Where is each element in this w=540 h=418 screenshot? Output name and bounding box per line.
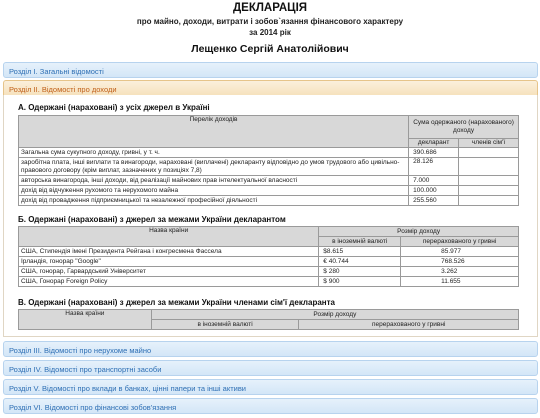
- table-b-header-foreign: в іноземній валюті: [319, 237, 401, 247]
- table-a: [18, 115, 519, 206]
- table-b-title: Б. Одержані (нараховані) з джерел за межами України декларантом: [18, 215, 286, 224]
- table-a-header-declarant: декларант: [409, 139, 459, 148]
- table-row: Ірландія, гонорар "Google" € 40.744 768.526: [19, 257, 519, 267]
- table-c-header-country: Назва країни: [19, 310, 152, 330]
- table-row: США, Стипендія імені Президента Рейгана і конгресмена Фассела $8.615 85.977: [19, 247, 519, 257]
- table-b-header-country: Назва країни: [19, 227, 319, 247]
- table-row: США, гонорар, Гарвардський Університет $ 280 3.262: [19, 267, 519, 277]
- section-6-header[interactable]: Розділ VI. Відомості про фінансові зобов'язання: [3, 398, 538, 414]
- document-title: ДЕКЛАРАЦІЯ: [232, 2, 308, 14]
- table-b: [18, 226, 519, 287]
- table-c-header-foreign: в іноземній валюті: [151, 320, 299, 330]
- table-c-title: В. Одержані (нараховані) з джерел за межами України членами сім'ї декларанта: [18, 298, 335, 307]
- table-b-header-size: Розмір доходу: [319, 227, 519, 237]
- section-1-header[interactable]: Розділ I. Загальні відомості: [3, 62, 538, 78]
- table-row: Загальна сума сукупного доходу, гривні, у т. ч. 390.686: [19, 148, 519, 158]
- table-row: дохід від провадження підприємницької та незалежної професійної діяльності 255.560: [19, 196, 519, 206]
- section-2-header[interactable]: Розділ II. Відомості про доходи: [3, 80, 538, 96]
- section-5-header[interactable]: Розділ V. Відомості про вклади в банках, цінні папери та інші активи: [3, 379, 538, 395]
- table-a-header-list: Перелік доходів: [19, 116, 409, 148]
- table-c: [18, 309, 519, 330]
- table-row: авторська винагорода, інші доходи, від реалізації майнових прав інтелектуальної власності 7.000: [19, 176, 519, 186]
- table-a-title: А. Одержані (нараховані) з усіх джерел в Україні: [18, 103, 210, 112]
- person-name: Лещенко Сергій Анатолійович: [191, 43, 349, 55]
- table-row: заробітна плата, інші виплати та винагороди, нараховані (виплачені) декларанту відповідно до умов трудового або цивільно-правового договору (крім виплат, зазначених у позиціях 7,8) 28.126: [19, 158, 519, 176]
- section-3-header[interactable]: Розділ III. Відомості про нерухоме майно: [3, 341, 538, 357]
- section-4-header[interactable]: Розділ IV. Відомості про транспортні засоби: [3, 360, 538, 376]
- table-b-header-uah: перерахованого у гривні: [401, 237, 519, 247]
- table-c-header-uah: перерахованого у гривні: [299, 320, 519, 330]
- document-year: за 2014 рік: [249, 28, 291, 37]
- table-row: США, Гонорар Foreign Policy $ 900 11.655: [19, 277, 519, 287]
- table-a-header-family: членів сім'ї: [459, 139, 519, 148]
- table-c-header-size: Розмір доходу: [151, 310, 518, 320]
- document-subtitle: про майно, доходи, витрати і зобов`язання фінансового характеру: [136, 17, 404, 26]
- table-row: дохід від відчуження рухомого та нерухомого майна 100.000: [19, 186, 519, 196]
- table-a-header-sum: Сума одержаного (нарахованого) доходу: [409, 116, 519, 139]
